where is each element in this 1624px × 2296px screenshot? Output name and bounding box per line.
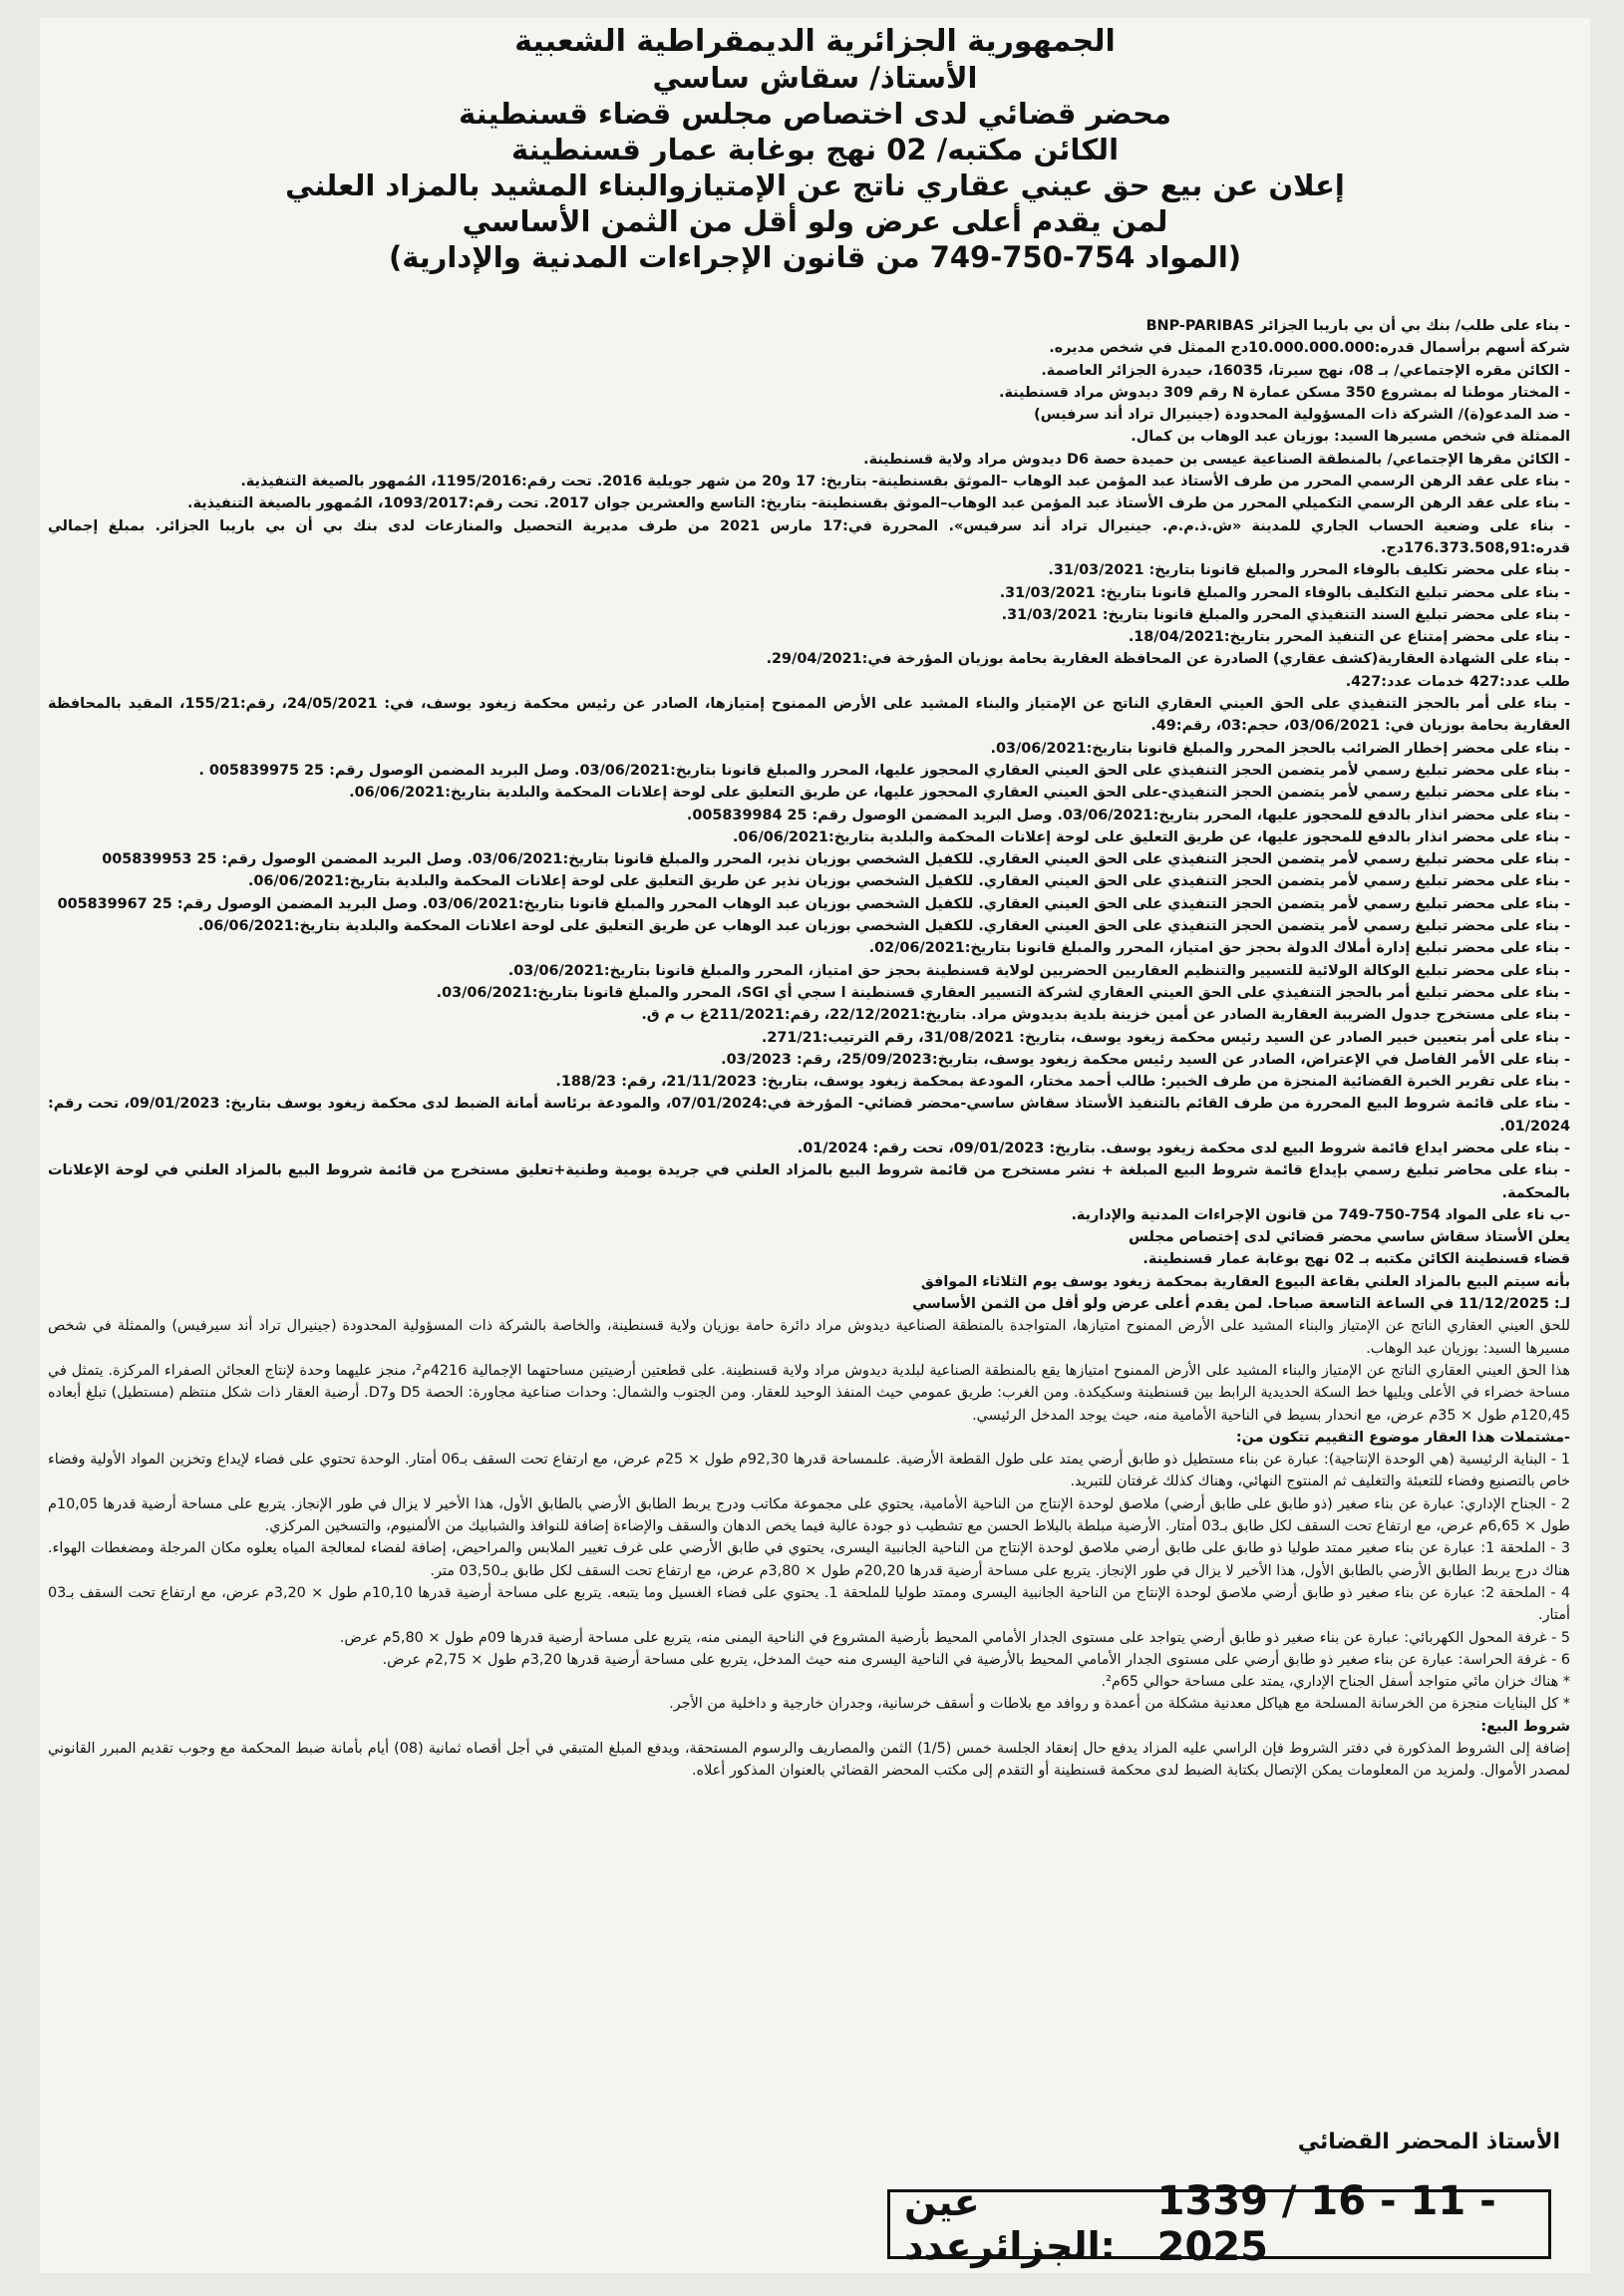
notice-legal-articles: (المواد 754-750-749 من قانون الإجراءات المدنية والإدارية) [388, 240, 1242, 274]
body-paragraph: طلب عدد:427 خدمات عدد:427. [1345, 673, 1570, 690]
body-paragraph: - بناء على محضر تبليغ رسمي لأمر يتضمن الحجز التنفيذي-على الحق العيني العقاري المحجوز عليها، عن طريق التعليق على لوحة إعلانات المحكمة والبلدية بتاريخ:06/06/2021. [349, 785, 1570, 802]
body-paragraph: 6 - غرفة الحراسة: عبارة عن بناء صغير ذو طابق أرضي على مستوى الجدار الأمامي المحيط بالأرضية في الناحية اليسرى منه حيث المدخل، يتربع على مساحة أرضية قدرها 3,20م طول × 2,75م عرض. [382, 1651, 1570, 1668]
body-paragraph: - بناء على محضر انذار بالدفع للمحجوز عليها، المحرر بتاريخ:03/06/2021. وصل البريد المضمن الوصول رقم: 25 005839984. [686, 807, 1570, 823]
body-paragraph: 5 - غرفة المحول الكهربائي: عبارة عن بناء صغير ذو طابق أرضي يتواجد على مستوى الجدار الأمامي المحيط بأرضية المشروع في الناحية اليمنى منه، يتربع على مساحة أرضية قدرها 09م طول × 5,80م عرض. [339, 1629, 1570, 1646]
body-paragraph: قضاء قسنطينة الكائن مكتبه بـ 02 نهج بوغابة عمار قسنطينة. [1142, 1251, 1570, 1268]
body-paragraph: - بناء على محضر تبليغ أمر بالحجز التنفيذي على الحق العيني العقاري لشركة التسيير العقاري قسنطينة ا سجي أي SGI، المحرر والمبلغ قانونا بتاريخ:03/06/2021. [436, 984, 1570, 1001]
body-paragraph: 3 - الملحقة 1: عبارة عن بناء صغير ممتد طوليا ذو طابق على طابق أرضي ملاصق لوحدة الإنتاج من الناحية الجانبية اليسرى، يحتوي في طابق الأرضي على غرف تغيير الملابس والمراحيض، إضافة لفضاء لمعالجة المياه يعلوه مكان المرجلة ومضغطات الهواء. هناك درج يربط الطابق الأرضي بالطابق الأول، هذا الأخير لا يزال في طور الإنجاز. يتربع على مساحة أرضية قدرها 20,20م طول × 3,80م عرض، مع ارتفاع تحت السقف لكل طابق بـ03,50 متر. [48, 1540, 1570, 1579]
body-paragraph: - الكائن مقرها الإجتماعي/ بالمنطقة الصناعية عيسى بن حميدة حصة D6 ديدوش مراد ولاية قسنطينة. [863, 451, 1570, 468]
body-paragraph: يعلن الأستاذ سقاش ساسي محضر قضائي لدى إختصاص مجلس [1129, 1229, 1570, 1246]
body-paragraph: - بناء على محضر تبليغ الوكالة الولائية للتسيير والتنظيم العقاريين الحضريين لولاية قسنطينة بحجز حق امتياز، المحرر والمبلغ قانونا بتاريخ:03/06/2021. [507, 962, 1570, 979]
newspaper-legal-notice [40, 18, 1590, 2273]
body-paragraph: -ب ناء على المواد 754-750-749 من قانون الإجراءات المدنية والإدارية. [1071, 1206, 1570, 1223]
body-paragraph: - بناء على الشهادة العقارية(كشف عقاري) الصادرة عن المحافظة العقارية بحامة بوزيان المؤرخة في:29/04/2021. [766, 651, 1570, 668]
body-paragraph: 2 - الجناح الإداري: عبارة عن بناء صغير (ذو طابق على طابق أرضي) ملاصق لوحدة الإنتاج من الناحية الأمامية، يحتوي على مجموعة مكاتب ودرج يربط الطابق الأرضي بالطابق الأول، هذا الأخير لا يزال في طور الإنجاز. يتربع على مساحة أرضية قدرها 10,05م طول × 6,65م عرض، مع ارتفاع تحت السقف لكل طابق بـ03 أمتار. الأرضية مبلطة بالبلاط الحسن مع تشطيب ذو جودة عالية فيما يخص الدهان والسقف والإضاءة إضافة للنوافذ والشبابيك من الألمنيوم، والتسخين المركزي. [48, 1495, 1570, 1535]
notice-title: إعلان عن بيع حق عيني عقاري ناتج عن الإمتيازوالبناء المشيد بالمزاد العلني [285, 168, 1345, 202]
body-paragraph: - بناء على محضر تبليغ رسمي لأمر يتضمن الحجز التنفيذي على الحق العيني العقاري. للكفيل الشخصي بوزيان نذير، المحرر والمبلغ قانونا بتاريخ:03/06/2021. وصل البريد المضمن الوصول رقم: 25 005839953 [102, 851, 1570, 868]
body-paragraph: - بناء على محضر انذار بالدفع للمحجوز عليها، عن طريق التعليق على لوحة إعلانات المحكمة والبلدية بتاريخ:06/06/2021. [732, 828, 1570, 845]
body-paragraph: - بناء على الأمر الفاصل في الإعتراض، الصادر عن السيد رئيس محكمة زيغود يوسف، بتاريخ:25/09/2023، رقم: 03/2023. [721, 1051, 1570, 1068]
notice-subtitle: لمن يقدم أعلى عرض ولو أقل من الثمن الأساسي [462, 204, 1168, 238]
body-paragraph: للحق العيني العقاري الناتج عن الإمتياز والبناء المشيد على الأرض الممنوح امتيازها، المتواجدة بالمنطقة الصناعية ديدوش مراد دائرة حامة بوزيان ولاية قسنطينة، والخاصة بالشركة ذات المسؤولية المحدودة (جينيرال تراد أند سيرفيس) والممثلة في شخص مسيرها السيد: بوزيان عبد الوهاب. [48, 1318, 1570, 1357]
bailiff-jurisdiction: محضر قضائي لدى اختصاص مجلس قضاء قسنطينة [459, 97, 1171, 131]
body-paragraph: هذا الحق العيني العقاري الناتج عن الإمتياز والبناء المشيد على الأرض الممنوح امتيازها يقع بالمنطقة الصناعية لبلدية ديدوش مراد ولاية قسنطينة. على قطعتين أرضيتين مساحتهما الإجمالية 4216م²، منجز عليهما وحدة لإنتاج العجائن الصفراء المركزة. يتمثل في مساحة خضراء في الأعلى ويليها خط السكة الحديدية الرابط بين قسنطينة وسكيكدة. ومن الغرب: طريق عمومي حيث المنفذ الوحيد للعقار. ومن الجنوب والشمال: وحدات صناعية مجاورة: الحصة D5 وD7. أرضية العقار ذات شكل منتظم (مستطيل) تبلغ أبعاده 120,45م طول × 35م عرض، مع انحدار بسيط في الناحية الأمامية منه، حيث يوجد المدخل الرئيسي. [48, 1362, 1570, 1424]
body-paragraph: * كل البنايات منجزة من الخرسانة المسلحة مع هياكل معدنية مشكلة من أعمدة و روافد مع بلاطات و أسقف خرسانية، وجدران خارجية و داخلية من الأجر. [669, 1696, 1570, 1713]
body-paragraph: - بناء على محضر تبليغ رسمي لأمر يتضمن الحجز التنفيذي على الحق العيني العقاري المحجوز عليها، المحرر والمبلغ قانونا بتاريخ:03/06/2021. وصل البريد المضمن الوصول رقم: 25 005839975 . [198, 762, 1570, 779]
body-paragraph: - بناء على قائمة شروط البيع المحررة من طرف القائم بالتنفيذ الأستاذ سقاش ساسي-محضر قضائي- المؤرخة في:07/01/2024، والمودعة برئاسة أمانة الضبط لدى محكمة زيغود يوسف بتاريخ: 09/01/2023، تحت رقم: 01/2024. [48, 1096, 1570, 1135]
body-paragraph: - بناء على عقد الرهن الرسمي التكميلي المحرر من طرف الأستاذ عبد المؤمن عبد الوهاب–الموثق بقسنطينة- بتاريخ: التاسع والعشرين جوان 2017. تحت رقم:1093/2017، المُمهور بالصيغة التنفيذية. [187, 495, 1570, 512]
body-paragraph: - بناء على طلب/ بنك بي أن بي باريبا الجزائر BNP-PARIBAS [1145, 318, 1570, 334]
body-paragraph: بأنه سيتم البيع بالمزاد العلني بقاعة البيوع العقارية بمحكمة زيغود يوسف يوم الثلاثاء الموافق [920, 1273, 1570, 1290]
issue-number: 1339 / 16 - 11 - 2025 [1156, 2178, 1496, 2270]
body-paragraph: - الكائن مقره الإجتماعي/ بـ 08، نهج سيرتا، 16035، حيدرة الجزائر العاصمة. [1041, 362, 1570, 379]
body-paragraph: - بناء على أمر بتعيين خبير الصادر عن السيد رئيس محكمة زيغود يوسف، بتاريخ: 31/08/2021، رقم الترتيب:271/21. [761, 1029, 1570, 1046]
body-paragraph: - بناء على محضر إمتناع عن التنفيذ المحرر بتاريخ:18/04/2021. [1128, 629, 1570, 646]
notice-header [40, 18, 1590, 275]
body-paragraph: - بناء على محضر تبليغ رسمي لأمر يتضمن الحجز التنفيذي على الحق العيني العقاري. للكفيل الشخصي بوزيان نذير عن طريق التعليق على لوحة إعلانات المحكمة والبلدية بتاريخ:06/06/2021. [247, 873, 1570, 890]
body-paragraph: * هناك خزان مائي متواجد أسفل الجناح الإداري، يمتد على مساحة حوالي 65م². [1101, 1674, 1570, 1691]
body-paragraph: - بناء على محضر إخطار الضرائب بالحجز المحرر والمبلغ قانونا بتاريخ:03/06/2021. [990, 740, 1570, 757]
body-paragraph: - بناء على محضر تبليغ رسمي لأمر يتضمن الحجز التنفيذي على الحق العيني العقاري. للكفيل الشخصي بوزيان عبد الوهاب عن طريق التعليق على لوحة اعلانات المحكمة والبلدية بتاريخ:06/06/2021. [197, 918, 1570, 935]
body-paragraph: - بناء على محضر تبليغ رسمي لأمر يتضمن الحجز التنفيذي على الحق العيني العقاري. للكفيل الشخصي بوزيان عبد الوهاب المحرر والمبلغ قانونا بتاريخ:03/06/2021. وصل البريد المضمن الوصول رقم: 25 005839967 [57, 895, 1570, 912]
notice-body [48, 315, 1570, 2124]
body-paragraph: - بناء على محضر تكليف بالوفاء المحرر والمبلغ قانونا بتاريخ: 31/03/2021. [1048, 562, 1570, 579]
body-paragraph: - بناء على محضر تبليغ التكليف بالوفاء المحرر والمبلغ قانونا بتاريخ: 31/03/2021. [999, 584, 1570, 601]
body-paragraph: - بناء على محضر تبليغ السند التنفيذي المحرر والمبلغ قانونا بتاريخ: 31/03/2021. [1001, 606, 1570, 623]
body-paragraph: شركة أسهم برأسمال قدره:10.000.000.000دج الممثل في شخص مديره. [1049, 340, 1570, 357]
body-paragraph: - بناء على محضر ايداع قائمة شروط البيع لدى محكمة زيغود يوسف. بتاريخ: 09/01/2023، تحت رقم: 01/2024. [797, 1140, 1570, 1156]
issue-reference-box [887, 2178, 1551, 2270]
body-paragraph: إضافة إلى الشروط المذكورة في دفتر الشروط فإن الراسي عليه المزاد يدفع حال إنعقاد الجلسة خمس (1/5) الثمن والمصاريف والرسوم المستحقة، ويدفع المبلغ المتبقي في أجل أقصاه ثمانية (08) أيام بأمانة ضبط المحكمة مع وجوب تقديم المبرر القانوني لمصدر الأموال. ولمزيد من المعلومات يمكن الإتصال بكتابة الضبط لدى محكمة قسنطينة أو التقدم إلى مكتب المحضر القضائي بالعنوان المذكور أعلاه. [48, 1741, 1570, 1780]
republic-title: الجمهورية الجزائرية الديمقراطية الشعبية [514, 24, 1116, 59]
body-paragraph: -مشتملات هذا العقار موضوع التقييم تتكون من: [1235, 1429, 1570, 1446]
issue-label: عين الجزائرعدد: [904, 2180, 1116, 2268]
body-paragraph: لـ: 11/12/2025 في الساعة التاسعة صباحا. لمن يقدم أعلى عرض ولو أقل من الثمن الأساسي [912, 1296, 1570, 1313]
body-paragraph: - بناء على مستخرج جدول الضريبة العقارية الصادر عن أمين خزينة بلدية بديدوش مراد. بتاريخ:22/12/2021، رقم:211/2021غ ب م ق. [641, 1007, 1570, 1024]
body-paragraph: الممثلة في شخص مسيرها السيد: بوزيان عبد الوهاب بن كمال. [1131, 429, 1570, 446]
body-paragraph: - بناء على عقد الرهن الرسمي المحرر من طرف الأستاذ عبد المؤمن عبد الوهاب –الموثق بقسنطينة- بتاريخ: 17 و20 من شهر جويلية 2016. تحت رقم:1195/2016، المُمهور بالصيغة التنفيذية. [240, 474, 1570, 491]
body-paragraph: 1 - البناية الرئيسية (هي الوحدة الإنتاجية): عبارة عن بناء مستطيل ذو طابق أرضي يمتد على طول القطعة الأرضية. علىمساحة قدرها 92,30م طول × 25م عرض، مع ارتفاع تحت السقف بـ06 أمتار. الوحدة تحتوي على فضاء لإيداع وتخزين المواد الأولية وفضاء خاص بالتصنيع وفضاء للتعبئة والتغليف ثم المنتوج النهائي، وهناك كذلك غرفتان للتبريد. [48, 1452, 1570, 1490]
body-paragraph: - المختار موطنا له بمشروع 350 مسكن عمارة N رقم 309 ديدوش مراد قسنطينة. [998, 384, 1570, 401]
body-paragraph: - بناء على محضر تبليغ إدارة أملاك الدولة بحجز حق امتياز، المحرر والمبلغ قانونا بتاريخ:02/06/2021. [868, 940, 1570, 957]
bailiff-office-address: الكائن مكتبه/ 02 نهج بوغابة عمار قسنطينة [510, 133, 1120, 166]
body-paragraph: - بناء على وضعية الحساب الجاري للمدينة «ش.ذ.م.م. جينيرال تراد أند سرفيس». المحررة في:17 مارس 2021 من طرف مديرية التحصيل والمنازعات لدى بنك بي أن بي باريبا الجزائر. بمبلغ إجمالي قدره:176.373.508,91دج. [48, 517, 1570, 556]
body-paragraph: 4 - الملحقة 2: عبارة عن بناء صغير ذو طابق أرضي ملاصق لوحدة الإنتاج من الناحية الجانبية اليسرى وممتد طوليا للملحقة 1. يحتوي على فضاء الغسيل وما يتبعه. يتربع على مساحة أرضية قدرها 10,10م طول × 3,20م عرض، مع ارتفاع تحت السقف بـ03 أمتار. [48, 1584, 1570, 1624]
body-paragraph: - بناء على محاضر تبليغ رسمي بإيداع قائمة شروط البيع المبلغة + نشر مستخرج من قائمة شروط البيع بالمزاد العلني في جريدة يومية وطنية+تعليق مستخرج من قائمة شروط البيع بالمزاد العلني في لوحة الإعلانات بالمحكمة. [48, 1162, 1570, 1201]
bailiff-name: الأستاذ/ سقاش ساسي [652, 61, 978, 95]
body-paragraph: - بناء على تقرير الخبرة القضائية المنجزة من طرف الخبير: طالب أحمد مختار، المودعة بمحكمة زيغود يوسف، بتاريخ: 21/11/2023، رقم: 188/23. [555, 1074, 1570, 1091]
body-paragraph: - ضد المدعو(ة)/ الشركة ذات المسؤولية المحدودة (جينيرال تراد أند سرفيس) [1034, 407, 1570, 424]
body-paragraph: - بناء على أمر بالحجز التنفيذي على الحق العيني العقاري الناتج عن الإمتياز والبناء المشيد على الأرض الممنوح إمتيازها، الصادر عن رئيس محكمة زيغود يوسف، في: 24/05/2021، رقم:155/21، المقيد بالمحافظة العقارية بحامة بوزيان في: 03/06/2021، حجم:03، رقم:49. [48, 696, 1570, 735]
body-paragraph: شروط البيع: [1480, 1718, 1570, 1735]
signature: الأستاذ المحضر القضائي [1297, 2130, 1560, 2154]
